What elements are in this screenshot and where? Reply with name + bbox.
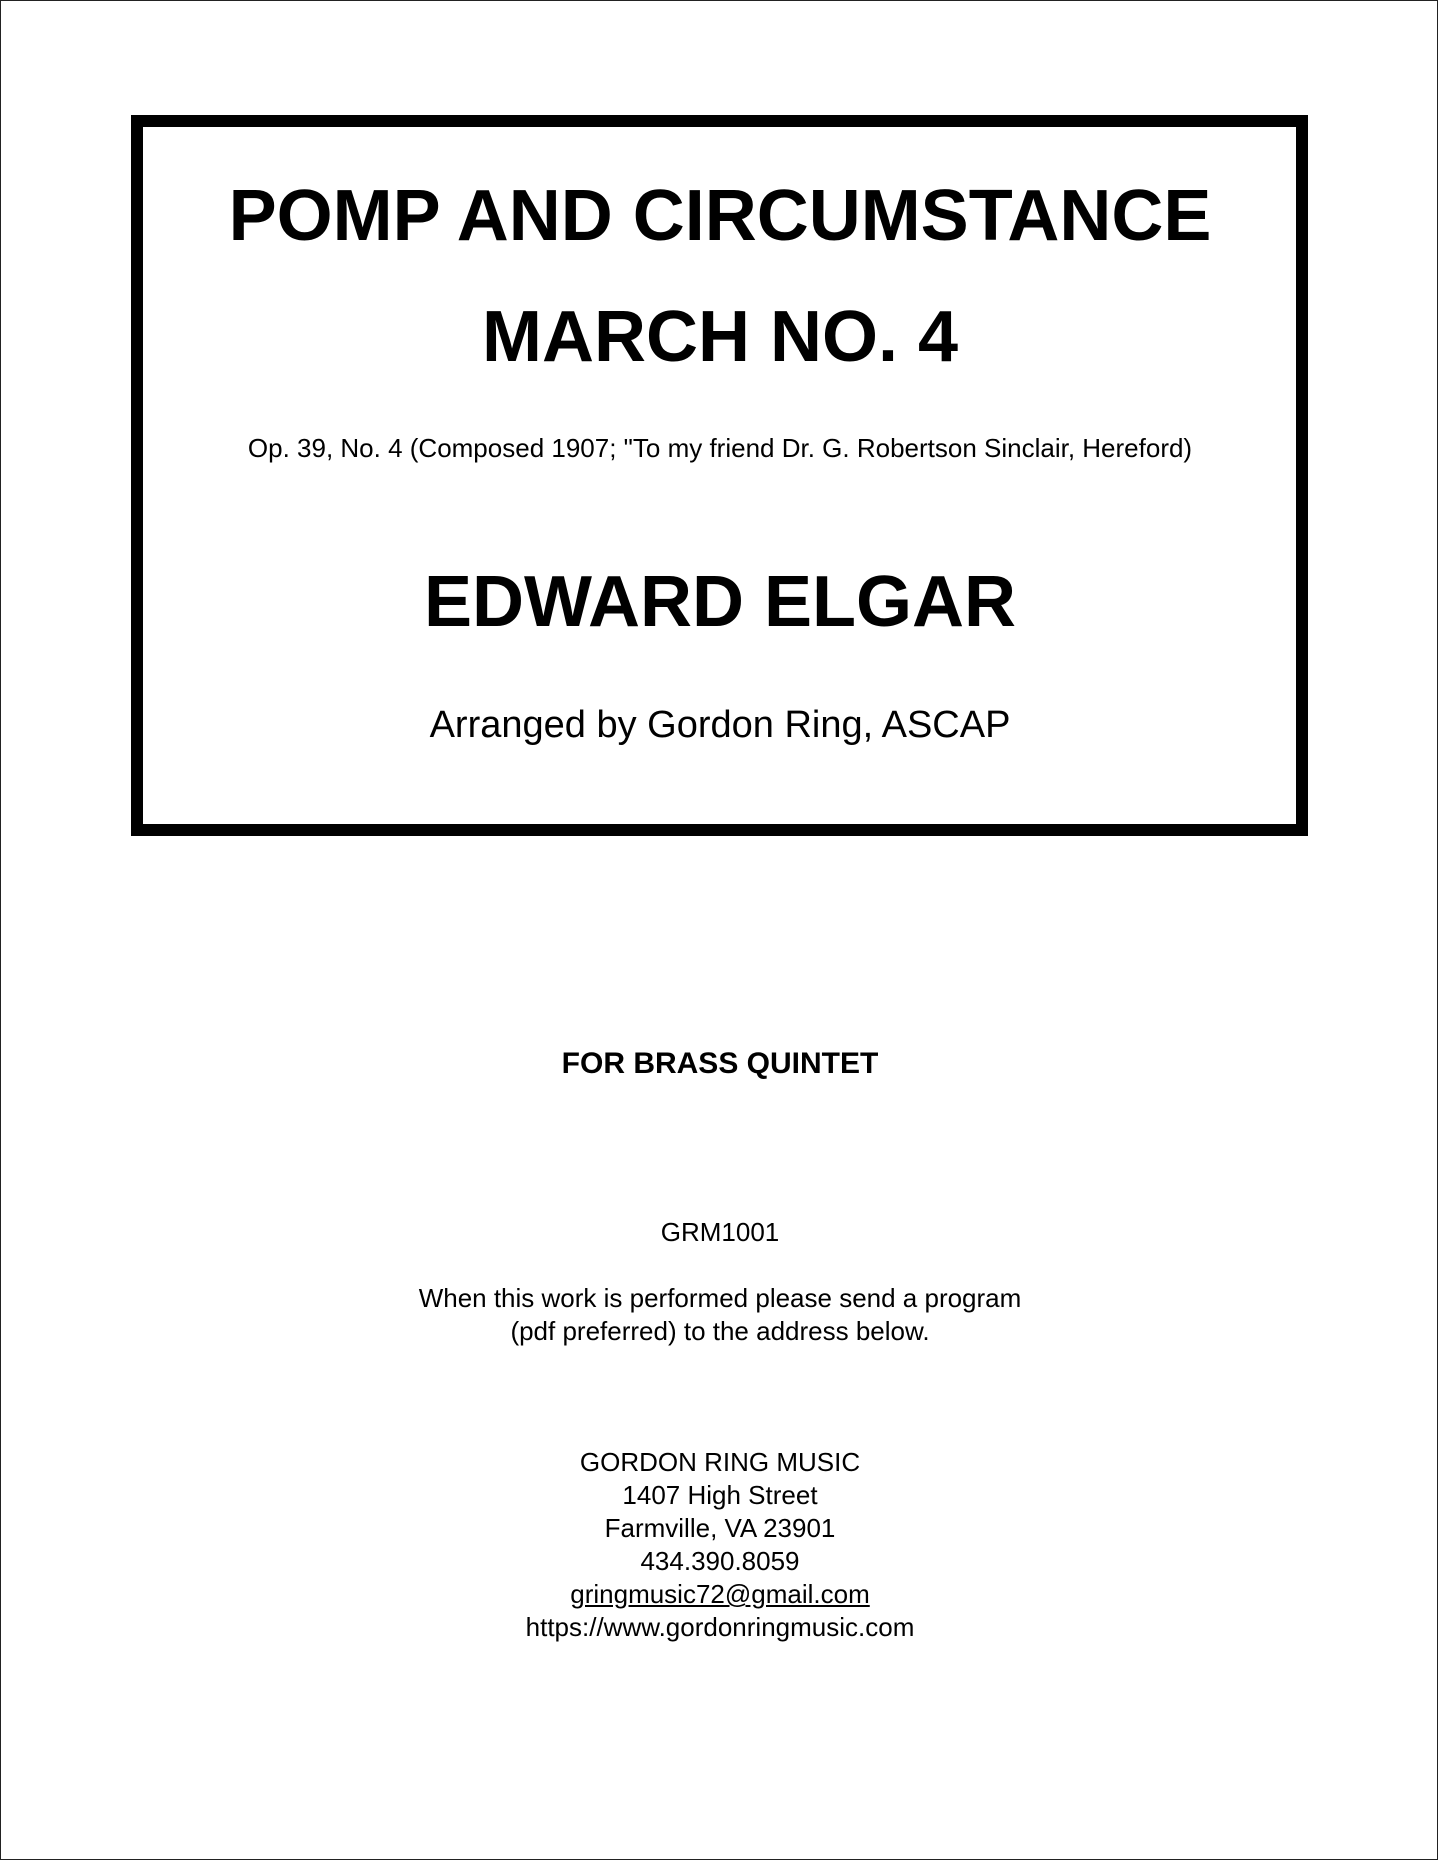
- publisher-website[interactable]: https://www.gordonringmusic.com: [525, 1612, 915, 1642]
- catalog-number: GRM1001: [660, 1217, 780, 1247]
- composer-name: EDWARD ELGAR: [424, 562, 1016, 642]
- publisher-address: [0, 1446, 1440, 1644]
- publisher-phone: 434.390.8059: [640, 1546, 800, 1576]
- title-line-2: MARCH NO. 4: [481, 297, 958, 377]
- performance-note: [0, 1282, 1440, 1348]
- opus-info: Op. 39, No. 4 (Composed 1907; "To my friend Dr. G. Robertson Sinclair, Hereford): [247, 433, 1193, 463]
- performance-note-line-1: When this work is performed please send a program: [418, 1283, 1022, 1313]
- publisher-street: 1407 High Street: [622, 1480, 818, 1510]
- instrumentation: FOR BRASS QUINTET: [561, 1047, 879, 1080]
- publisher-city: Farmville, VA 23901: [604, 1513, 836, 1543]
- arranger-credit: Arranged by Gordon Ring, ASCAP: [429, 704, 1011, 746]
- publisher-name: GORDON RING MUSIC: [579, 1447, 861, 1477]
- performance-note-line-2: (pdf preferred) to the address below.: [510, 1316, 930, 1346]
- title-line-1: POMP AND CIRCUMSTANCE: [228, 176, 1212, 256]
- publisher-email-link[interactable]: gringmusic72@gmail.com: [570, 1579, 870, 1609]
